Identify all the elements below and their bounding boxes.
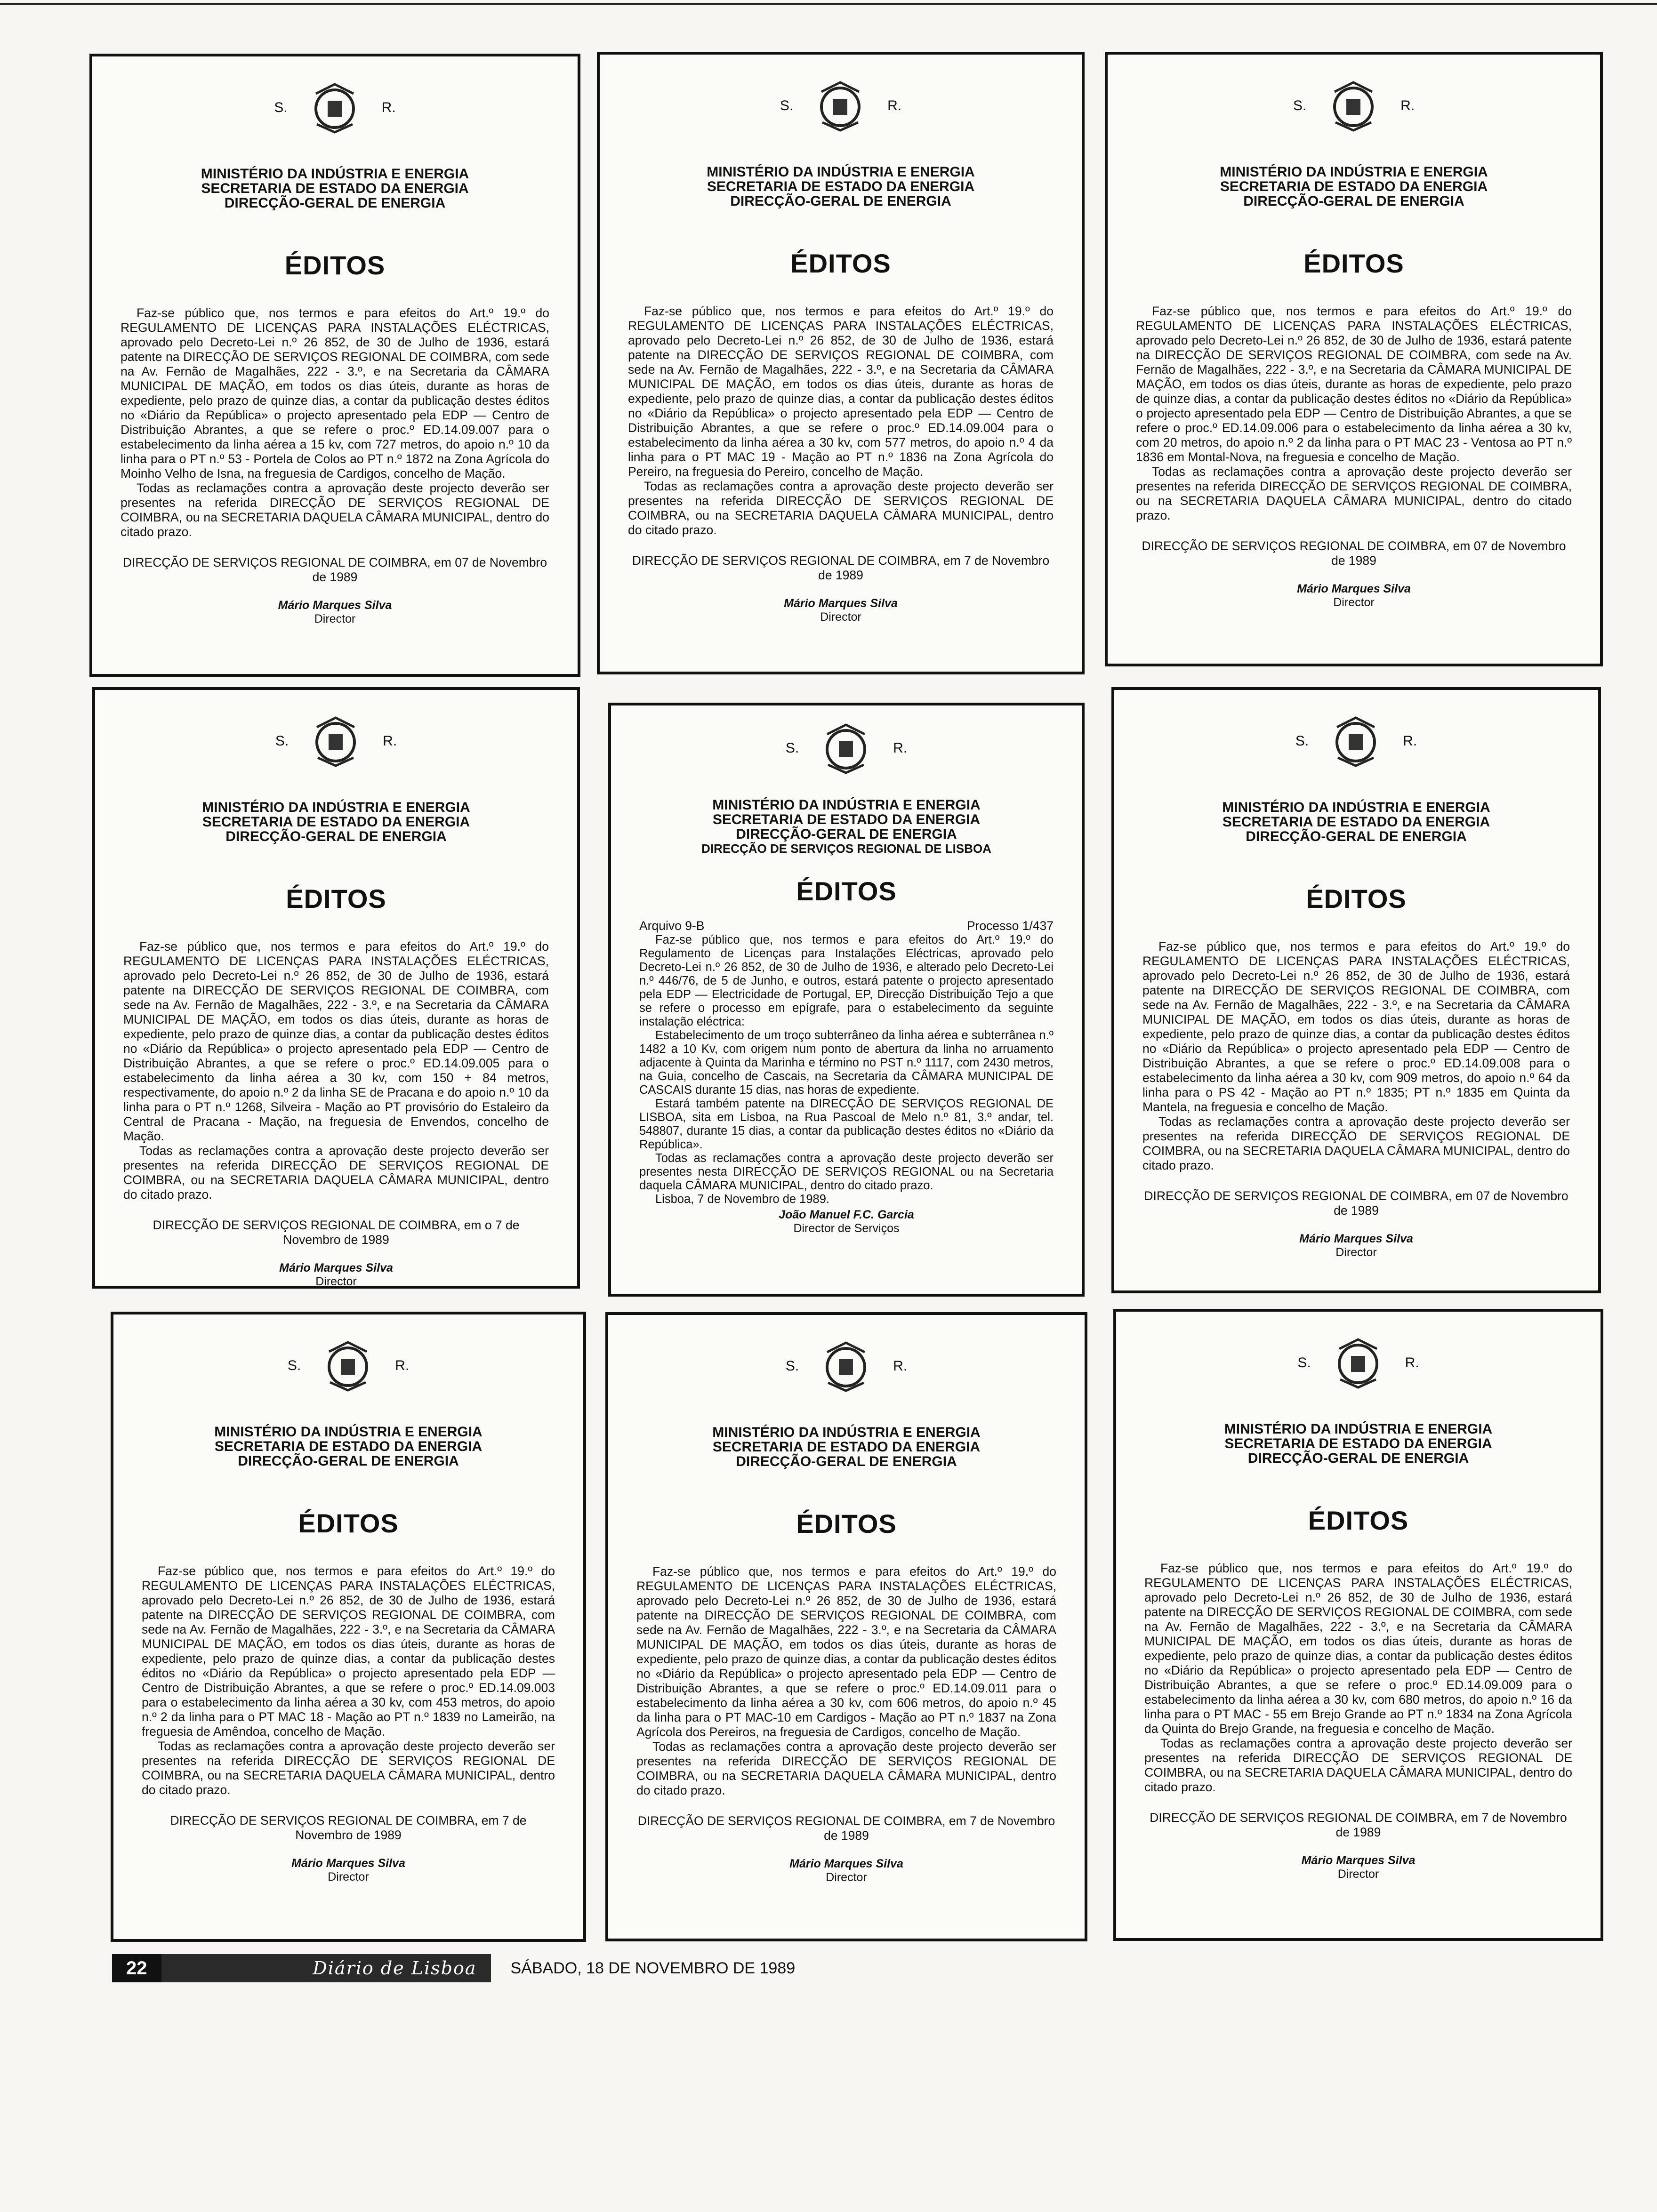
seal-row [121,72,549,143]
ministry-line: MINISTÉRIO DA INDÚSTRIA E ENERGIA [214,1424,483,1440]
notice-paragraph: Faz-se público que, nos termos e para efeitos do Art.º 19.º do REGULAMENTO DE LICENÇAS PARA INSTALAÇÕES ELÉCTRICAS, aprovado pelo Decreto-Lei n.º 26 852, de 30 de Julho de 1936, estará patente na DIRECÇÃO DE SERVIÇOS REGIONAL DE COIMBRA, com sede na Av. Fernão de Magalhães, 222 - 3.º, e na Secretaria da CÂMARA MUNICIPAL DE MAÇÃO, em todos os dias úteis, durante as horas de expediente, pelo prazo de quinze dias, a contar da publicação destes éditos no «Diário da República» o projecto apresentado pela EDP — Centro de Distribuição Abrantes, a que se refere o proc.º ED.14.09.007 para o estabelecimento da linha aérea a 15 kv, com 727 metros, do apoio n.º 10 da linha para o PT n.º 53 - Portela de Colos ao PT n.º 1872 na Zona Agrícola do Moinho Velho de Isna, na freguesia de Cardigos, concelho de Mação. [121,306,549,481]
ministry-line: SECRETARIA DE ESTADO DA ENERGIA [202,814,470,830]
notice-body [121,306,549,539]
signer-name: João Manuel F.C. Garcia [779,1208,914,1221]
ministry-header [1142,800,1570,844]
coat-of-arms-icon [306,80,363,136]
seal-letter-r: R. [887,98,902,113]
notice-paragraph: Faz-se público que, nos termos e para efeitos do Art.º 19.º do REGULAMENTO DE LICENÇAS PARA INSTALAÇÕES ELÉCTRICAS, aprovado pelo Decreto-Lei n.º 26 852, de 30 de Julho de 1936, estará patente na DIRECÇÃO DE SERVIÇOS REGIONAL DE COIMBRA, com sede na Av. Fernão de Magalhães, 222 - 3.º, e na Secretaria da CÂMARA MUNICIPAL DE MAÇÃO, em todos os dias úteis, durante as horas de expediente, pelo prazo de quinze dias, a contar da publicação destes éditos no «Diário da República» o projecto apresentado pela EDP — Centro de Distribuição Abrantes, a que se refere o proc.º ED.14.09.009 para o estabelecimento da linha aérea a 30 kv, com 680 metros, do apoio n.º 16 da linha para o PT MAC - 55 em Brejo Grande ao PT n.º 1834 na Zona Agrícola da Quinta do Brejo Grande, na freguesia e concelho de Mação. [1144,1561,1572,1736]
ministry-line: MINISTÉRIO DA INDÚSTRIA E ENERGIA [707,164,975,180]
seal-row [1144,1328,1572,1398]
ministry-header [639,798,1054,856]
notice-date-line: DIRECÇÃO DE SERVIÇOS REGIONAL DE COIMBRA, em 07 de Novembro de 1989 [1144,1189,1569,1218]
seal-row [1142,706,1570,777]
notice-body [1142,939,1570,1173]
notice-paragraph: Todas as reclamações contra a aprovação deste projecto deverão ser presentes na referida DIRECÇÃO DE SERVIÇOS REGIONAL DE COIMBRA, ou na SECRETARIA DAQUELA CÂMARA MUNICIPAL, dentro do citado prazo. [121,481,549,539]
signer-name: Mário Marques Silva [291,1857,405,1870]
notice-paragraph: Todas as reclamações contra a aprovação deste projecto deverão ser presentes na referida DIRECÇÃO DE SERVIÇOS REGIONAL DE COIMBRA, ou na SECRETARIA DAQUELA CÂMARA MUNICIPAL, dentro do citado prazo. [1136,465,1572,522]
notice-paragraph: Estará também patente na DIRECÇÃO DE SERVIÇOS REGIONAL DE LISBOA, sita em Lisboa, na Rua Pascoal de Melo n.º 81, 3.º andar, tel. 548807, durante 15 dias, a contar da publicação destes éditos no «Diário da República». [639,1097,1054,1151]
ministry-line: DIRECÇÃO-GERAL DE ENERGIA [225,829,447,844]
file-reference-row [639,919,1054,933]
ministry-line: SECRETARIA DE ESTADO DA ENERGIA [1220,179,1488,194]
signer-role: Director [315,1275,357,1288]
ministry-line: DIRECÇÃO-GERAL DE ENERGIA [1243,193,1464,209]
notice-paragraph: Faz-se público que, nos termos e para efeitos do Art.º 19.º do Regulamento de Licenças para Instalações Eléctricas, aprovado pelo Decreto-Lei n.º 26 852, de 30 de Julho de 1936, e alterado pelo Decreto-Lei n.º 446/76, de 5 de Junho, e outros, estará patente o projecto apresentado pela EDP — Electricidade de Portugal, EP, Direcção Distribuição Tejo a que se refere o processo em epígrafe, para o estabelecimento da seguinte instalação eléctrica: [639,933,1054,1028]
signer-name: Mário Marques Silva [278,599,392,612]
signer-role: Director [826,1871,867,1884]
ministry-header [1144,1422,1572,1466]
notice-body [639,933,1054,1206]
notice-title: ÉDITOS [286,884,386,914]
notice-paragraph: Todas as reclamações contra a aprovação deste projecto deverão ser presentes na referida DIRECÇÃO DE SERVIÇOS REGIONAL DE COIMBRA, ou na SECRETARIA DAQUELA CÂMARA MUNICIPAL, dentro do citado prazo. [636,1739,1056,1797]
seal-letter-s: S. [785,740,799,756]
ministry-line: DIRECÇÃO DE SERVIÇOS REGIONAL DE LISBOA [701,842,991,856]
notice-date-line: DIRECÇÃO DE SERVIÇOS REGIONAL DE COIMBRA, em 7 de Novembro de 1989 [170,1813,527,1842]
ministry-line: SECRETARIA DE ESTADO DA ENERGIA [214,1439,483,1454]
notice-body [142,1564,555,1797]
issue-date: SÁBADO, 18 DE NOVEMBRO DE 1989 [510,1959,796,1977]
signer-role: Director de Serviços [793,1222,900,1235]
notice-3 [1105,52,1603,666]
signer-name: Mário Marques Silva [1297,582,1411,595]
notice-title: ÉDITOS [284,250,386,280]
notice-date-line: DIRECÇÃO DE SERVIÇOS REGIONAL DE COIMBRA, em 07 de Novembro de 1989 [122,555,547,584]
notice-body [628,304,1054,537]
ministry-line: SECRETARIA DE ESTADO DA ENERGIA [1222,814,1490,830]
notice-5 [608,703,1085,1297]
ministry-header [1136,165,1572,208]
coat-of-arms-icon [320,1338,376,1394]
notice-paragraph: Todas as reclamações contra a aprovação deste projecto deverão ser presentes na referida DIRECÇÃO DE SERVIÇOS REGIONAL DE COIMBRA, ou na SECRETARIA DAQUELA CÂMARA MUNICIPAL, dentro do citado prazo. [1142,1114,1570,1172]
notice-4 [92,687,580,1289]
seal-letter-s: S. [780,98,794,113]
notice-paragraph: Todas as reclamações contra a aprovação deste projecto deverão ser presentes na referida DIRECÇÃO DE SERVIÇOS REGIONAL DE COIMBRA, ou na SECRETARIA DAQUELA CÂMARA MUNICIPAL, dentro do citado prazo. [628,479,1054,537]
notice-body [1136,304,1572,523]
masthead-logo: Diário de Lisboa [161,1954,491,1982]
ministry-line: MINISTÉRIO DA INDÚSTRIA E ENERGIA [202,800,470,815]
seal-letter-r: R. [1400,98,1415,113]
coat-of-arms-icon [307,713,364,769]
page-footer [112,1954,795,1982]
seal-row [123,706,549,777]
ministry-header [142,1425,555,1468]
ministry-line: MINISTÉRIO DA INDÚSTRIA E ENERGIA [1224,1421,1493,1437]
notice-title: ÉDITOS [1308,1506,1409,1535]
notice-paragraph: Faz-se público que, nos termos e para efeitos do Art.º 19.º do REGULAMENTO DE LICENÇAS PARA INSTALAÇÕES ELÉCTRICAS, aprovado pelo Decreto-Lei n.º 26 852, de 30 de Julho de 1936, estará patente na DIRECÇÃO DE SERVIÇOS REGIONAL DE COIMBRA, com sede na Av. Fernão de Magalhães, 222 - 3.º, e na Secretaria da CÂMARA MUNICIPAL DE MAÇÃO, em todos os dias úteis, durante as horas de expediente, pelo prazo de quinze dias, a contar da publicação destes éditos no «Diário da República» o projecto apresentado pela EDP — Centro de Distribuição Abrantes, a que se refere o proc.º ED.14.09.008 para o estabelecimento da linha aérea a 30 kv, com 909 metros, do apoio n.º 64 da linha para o PS 42 - Mação ao PT n.º 1835; PT n.º 1835 em Quinta da Mantela, na freguesia e concelho de Mação. [1142,939,1570,1114]
notice-paragraph: Estabelecimento de um troço subterrâneo da linha aérea e subterrânea n.º 1482 a 10 Kv, com origem num ponto de abertura da linha no arruamento adjacente à Quinta da Marinha e término no PST n.º 1117, com 2430 metros, na Guia, concelho de Cascais, na Secretaria da CÂMARA MUNICIPAL DE CASCAIS durante 15 dias, nas horas de expediente. [639,1029,1054,1097]
signer-role: Director [1335,1246,1377,1259]
notice-title: ÉDITOS [298,1508,399,1538]
ministry-line: SECRETARIA DE ESTADO DA ENERGIA [712,1439,981,1455]
ministry-line: MINISTÉRIO DA INDÚSTRIA E ENERGIA [201,166,469,182]
notice-paragraph: Faz-se público que, nos termos e para efeitos do Art.º 19.º do REGULAMENTO DE LICENÇAS PARA INSTALAÇÕES ELÉCTRICAS, aprovado pelo Decreto-Lei n.º 26 852, de 30 de Julho de 1936, estará patente na DIRECÇÃO DE SERVIÇOS REGIONAL DE COIMBRA, com sede na Av. Fernão de Magalhães, 222 - 3.º, e na Secretaria da CÂMARA MUNICIPAL DE MAÇÃO, em todos os dias úteis, durante as horas de expediente, pelo prazo de quinze dias, a contar da publicação destes éditos no «Diário da República» o projecto apresentado pela EDP — Centro de Distribuição Abrantes, a que se refere o proc.º ED.14.09.006 para o estabelecimento da linha aérea a 30 kv, com 20 metros, do apoio n.º 2 da linha para o PT MAC 23 - Ventosa ao PT n.º 1836 em Montal-Nova, na freguesia e concelho de Mação. [1136,304,1572,464]
top-rule [0,3,1657,5]
signer-name: Mário Marques Silva [1301,1854,1416,1867]
ministry-line: DIRECÇÃO-GERAL DE ENERGIA [224,195,446,211]
seal-letter-s: S. [287,1358,301,1373]
seal-letter-r: R. [395,1358,410,1373]
notice-paragraph: Faz-se público que, nos termos e para efeitos do Art.º 19.º do REGULAMENTO DE LICENÇAS PARA INSTALAÇÕES ELÉCTRICAS, aprovado pelo Decreto-Lei n.º 26 852, de 30 de Julho de 1936, estará patente na DIRECÇÃO DE SERVIÇOS REGIONAL DE COIMBRA, com sede na Av. Fernão de Magalhães, 222 - 3.º, e na Secretaria da CÂMARA MUNICIPAL DE MAÇÃO, em todos os dias úteis, durante as horas de expediente, pelo prazo de quinze dias, a contar da publicação destes éditos no «Diário da República» o projecto apresentado pela EDP — Centro de Distribuição Abrantes, a que se refere o proc.º ED.14.09.011 para o estabelecimento da linha aérea a 30 kv, com 606 metros, do apoio n.º 45 da linha para o PT MAC-10 em Cardigos - Mação ao PT n.º 1837 na Zona Agrícola dos Pereiros, na freguesia de Cardigos, concelho de Mação. [636,1564,1056,1739]
notice-title: ÉDITOS [1303,248,1404,278]
coat-of-arms-icon [1327,713,1384,769]
ministry-line: MINISTÉRIO DA INDÚSTRIA E ENERGIA [1220,164,1488,180]
ministry-line: SECRETARIA DE ESTADO DA ENERGIA [707,179,975,194]
ministry-line: DIRECÇÃO-GERAL DE ENERGIA [1247,1451,1469,1466]
ministry-line: DIRECÇÃO-GERAL DE ENERGIA [730,193,951,209]
processo-number: Processo 1/437 [966,919,1054,933]
notice-body [1144,1561,1572,1795]
coat-of-arms-icon [1325,78,1382,134]
arquivo-number: Arquivo 9-B [639,919,705,933]
ministry-line: DIRECÇÃO-GERAL DE ENERGIA [736,1454,957,1469]
notice-1 [89,54,580,677]
notice-date-line: DIRECÇÃO DE SERVIÇOS REGIONAL DE COIMBRA, em 07 de Novembro de 1989 [1142,539,1566,568]
seal-letter-r: R. [893,1358,908,1374]
signer-role: Director [328,1870,369,1883]
notice-paragraph: Todas as reclamações contra a aprovação deste projecto deverão ser presentes na referida DIRECÇÃO DE SERVIÇOS REGIONAL DE COIMBRA, ou na SECRETARIA DAQUELA CÂMARA MUNICIPAL, dentro do citado prazo. [1144,1736,1572,1794]
seal-row [636,1331,1056,1402]
coat-of-arms-icon [1330,1335,1386,1391]
ministry-line: DIRECÇÃO-GERAL DE ENERGIA [238,1453,459,1469]
notice-paragraph: Faz-se público que, nos termos e para efeitos do Art.º 19.º do REGULAMENTO DE LICENÇAS PARA INSTALAÇÕES ELÉCTRICAS, aprovado pelo Decreto-Lei n.º 26 852, de 30 de Julho de 1936, estará patente na DIRECÇÃO DE SERVIÇOS REGIONAL DE COIMBRA, com sede na Av. Fernão de Magalhães, 222 - 3.º, e na Secretaria da CÂMARA MUNICIPAL DE MAÇÃO, em todos os dias úteis, durante as horas de expediente, pelo prazo de quinze dias, a contar da publicação destes éditos no «Diário da República» o projecto apresentado pela EDP — Centro de Distribuição Abrantes, a que se refere o proc.º ED.14.09.004 para o estabelecimento da linha aérea a 30 kv, com 577 metros, do apoio n.º 4 da linha para o PT MAC 19 - Mação ao PT n.º 1836 na Zona Agrícola do Pereiro, na freguesia do Pereiro, concelho de Mação. [628,304,1054,479]
seal-letter-r: R. [1403,733,1417,749]
coat-of-arms-icon [818,720,874,777]
seal-letter-r: R. [1405,1355,1419,1370]
seal-letter-s: S. [1295,733,1309,749]
signer-role: Director [1333,596,1375,609]
ministry-header [636,1425,1056,1469]
ministry-header [121,167,549,210]
notice-paragraph: Todas as reclamações contra a aprovação deste projecto deverão ser presentes na referida DIRECÇÃO DE SERVIÇOS REGIONAL DE COIMBRA, ou na SECRETARIA DAQUELA CÂMARA MUNICIPAL, dentro do citado prazo. [123,1144,549,1202]
seal-row [1136,71,1572,141]
coat-of-arms-icon [818,1338,874,1395]
seal-letter-s: S. [785,1358,799,1374]
ministry-line: SECRETARIA DE ESTADO DA ENERGIA [1224,1436,1492,1451]
signer-name: Mário Marques Silva [789,1857,903,1870]
page-number: 22 [112,1954,161,1982]
seal-row [142,1330,555,1401]
seal-row [628,71,1054,141]
notice-paragraph: Lisboa, 7 de Novembro de 1989. [655,1193,829,1206]
signer-name: Mário Marques Silva [279,1261,393,1274]
signer-role: Director [820,610,861,624]
notice-8 [605,1312,1087,1941]
signer-name: Mário Marques Silva [1299,1232,1413,1245]
notice-title: ÉDITOS [1306,884,1407,914]
ministry-line: SECRETARIA DE ESTADO DA ENERGIA [712,812,981,827]
notice-body [123,939,549,1202]
ministry-line: MINISTÉRIO DA INDÚSTRIA E ENERGIA [1222,800,1490,815]
ministry-line: MINISTÉRIO DA INDÚSTRIA E ENERGIA [712,797,981,813]
seal-letter-r: R. [383,733,397,749]
notice-7 [111,1312,586,1942]
notice-paragraph: Faz-se público que, nos termos e para efeitos do Art.º 19.º do REGULAMENTO DE LICENÇAS PARA INSTALAÇÕES ELÉCTRICAS, aprovado pelo Decreto-Lei n.º 26 852, de 30 de Julho de 1936, estará patente na DIRECÇÃO DE SERVIÇOS REGIONAL DE COIMBRA, com sede na Av. Fernão de Magalhães, 222 - 3.º, e na Secretaria da CÂMARA MUNICIPAL DE MAÇÃO, em todos os dias úteis, durante as horas de expediente, pelo prazo de quinze dias, a contar da publicação destes éditos no «Diário da República» o projecto apresentado pela EDP — Centro de Distribuição Abrantes, a que se refere o proc.º ED.14.09.005 para o estabelecimento da linha aérea a 30 kv, com 150 + 84 metros, respectivamente, do apoio n.º 2 da linha SE de Pracana e do apoio n.º 10 da linha para o PT n.º 1268, Silveira - Mação ao PT provisório do Estaleiro da Central de Pracana - Mação, na freguesia de Envendos, concelho de Mação. [123,939,549,1143]
coat-of-arms-icon [812,78,869,134]
notice-title: ÉDITOS [796,1509,897,1539]
notice-date-line: DIRECÇÃO DE SERVIÇOS REGIONAL DE COIMBRA, em 7 de Novembro de 1989 [632,553,1050,582]
notice-date-line: DIRECÇÃO DE SERVIÇOS REGIONAL DE COIMBRA, em 7 de Novembro de 1989 [637,1814,1055,1843]
ministry-line: MINISTÉRIO DA INDÚSTRIA E ENERGIA [712,1425,981,1440]
notice-paragraph: Faz-se público que, nos termos e para efeitos do Art.º 19.º do REGULAMENTO DE LICENÇAS PARA INSTALAÇÕES ELÉCTRICAS, aprovado pelo Decreto-Lei n.º 26 852, de 30 de Julho de 1936, estará patente na DIRECÇÃO DE SERVIÇOS REGIONAL DE COIMBRA, com sede na Av. Fernão de Magalhães, 222 - 3.º, e na Secretaria da CÂMARA MUNICIPAL DE MAÇÃO, em todos os dias úteis, durante as horas de expediente, pelo prazo de quinze dias, a contar da publicação destes éditos no «Diário da República» o projecto apresentado pela EDP — Centro de Distribuição Abrantes, a que se refere o proc.º ED.14.09.003 para o estabelecimento da linha aérea a 30 kv, com 453 metros, do apoio n.º 2 da linha para o PT MAC 18 - Mação ao PT n.º 1839 no Lameirão, na freguesia de Amêndoa, concelho de Mação. [142,1564,555,1739]
seal-letter-r: R. [893,740,908,756]
notice-body [636,1564,1056,1798]
notice-date-line: DIRECÇÃO DE SERVIÇOS REGIONAL DE COIMBRA, em o 7 de Novembro de 1989 [153,1218,520,1247]
ministry-line: SECRETARIA DE ESTADO DA ENERGIA [201,181,469,196]
notice-paragraph: Todas as reclamações contra a aprovação deste projecto deverão ser presentes na referida DIRECÇÃO DE SERVIÇOS REGIONAL DE COIMBRA, ou na SECRETARIA DAQUELA CÂMARA MUNICIPAL, dentro do citado prazo. [142,1739,555,1797]
notice-6 [1111,687,1601,1293]
notice-date-line: DIRECÇÃO DE SERVIÇOS REGIONAL DE COIMBRA, em 7 de Novembro de 1989 [1150,1811,1567,1839]
seal-row [639,718,1054,779]
ministry-line: DIRECÇÃO-GERAL DE ENERGIA [1246,829,1467,844]
notice-9 [1113,1309,1603,1941]
seal-letter-s: S. [1293,98,1307,113]
signer-role: Director [314,612,356,625]
seal-letter-r: R. [381,100,396,115]
signer-role: Director [1337,1867,1379,1881]
seal-letter-s: S. [274,100,288,115]
notice-paragraph: Todas as reclamações contra a aprovação deste projecto deverão ser presentes nesta DIRECÇÃO DE SERVIÇOS REGIONAL ou na Secretaria daquela CÂMARA MUNICIPAL, dentro do citado prazo. [639,1152,1054,1192]
notice-2 [597,52,1085,674]
notice-title: ÉDITOS [796,876,897,906]
seal-letter-s: S. [1297,1355,1311,1370]
signer-name: Mário Marques Silva [784,597,898,610]
ministry-header [628,165,1054,208]
seal-letter-s: S. [275,733,289,749]
ministry-header [123,800,549,844]
ministry-line: DIRECÇÃO-GERAL DE ENERGIA [736,826,957,842]
notice-title: ÉDITOS [790,248,891,278]
